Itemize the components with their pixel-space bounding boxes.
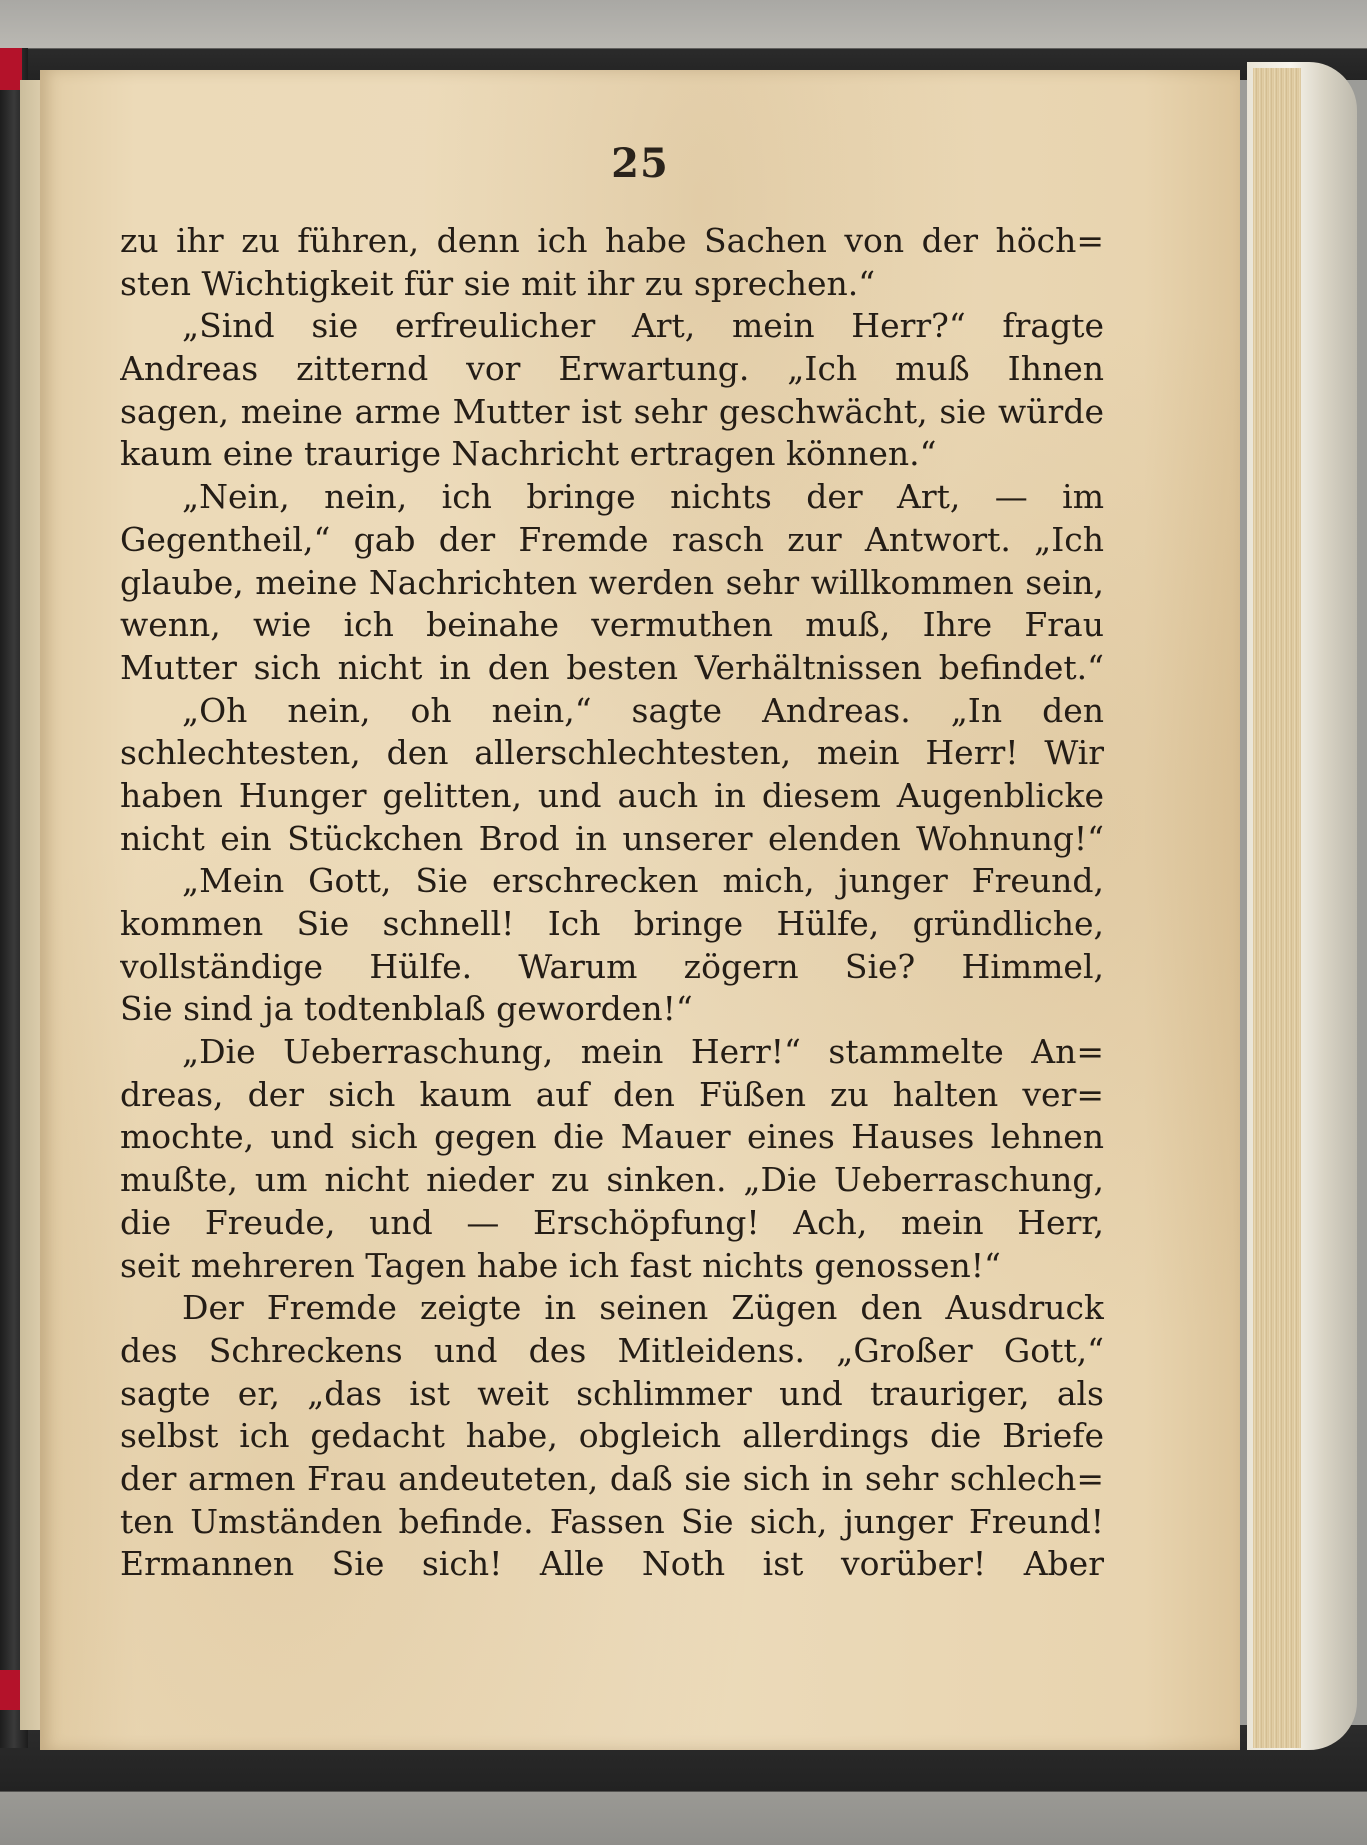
text-line: mußte, um nicht nieder zu sinken. „Die Ueberraschung, [120,1160,1104,1200]
text-line: des Schreckens und des Mitleidens. „Großer Gott,“ [120,1330,1104,1370]
text-line: Gegentheil,“ gab der Fremde rasch zur Antwort. „Ich [120,519,1104,559]
text-line: kommen Sie schnell! Ich bringe Hülfe, gründliche, [120,904,1104,943]
text-line: die Freude, und — Erschöpfung! Ach, mein Herr, [120,1202,1104,1242]
text-line: schlechtesten, den allerschlechtesten, mein Herr! Wir [120,733,1104,773]
text-line: „Die Ueberraschung, mein Herr!“ stammelte An= [182,1032,1104,1072]
page-stack [1253,68,1301,1748]
spine-ribbon-bottom [0,1670,22,1710]
text-line: mochte, und sich gegen die Mauer eines Hauses lehnen [120,1117,1104,1157]
text-line: Ermannen Sie sich! Alle Noth ist vorüber! Aber [120,1544,1104,1584]
text-line: wenn, wie ich beinahe vermuthen muß, Ihre Frau [120,605,1104,645]
text-line: Sie sind ja todtenblaß geworden!“ [120,989,693,1029]
book-cover-top [0,0,1367,80]
text-line: der armen Frau andeuteten, daß sie sich in sehr schlech= [120,1458,1104,1498]
page-text [120,220,1104,1586]
text-line: selbst ich gedacht habe, obgleich allerdings die Briefe [120,1416,1104,1456]
text-line: seit mehreren Tagen habe ich fast nichts genossen!“ [120,1245,1001,1285]
text-line: glaube, meine Nachrichten werden sehr willkommen sein, [120,562,1104,602]
text-line: zu ihr zu führen, denn ich habe Sachen von der höch= [120,221,1104,260]
text-line: nicht ein Stückchen Brod in unserer elenden Wohnung!“ [120,818,1104,858]
text-line: haben Hunger gelitten, und auch in diesem Augenblicke [120,775,1104,815]
text-line: kaum eine traurige Nachricht ertragen können.“ [120,434,937,474]
text-line: dreas, der sich kaum auf den Füßen zu halten ver= [120,1074,1104,1114]
text-line: „Oh nein, oh nein,“ sagte Andreas. „In den [182,690,1104,730]
text-line: sagen, meine arme Mutter ist sehr geschwächt, sie würde [120,391,1104,431]
text-line: sagte er, „das ist weit schlimmer und trauriger, als [120,1373,1104,1413]
text-line: „Nein, nein, ich bringe nichts der Art, — im [182,477,1104,517]
text-line: Der Fremde zeigte in seinen Zügen den Ausdruck [182,1288,1104,1328]
text-line: „Mein Gott, Sie erschrecken mich, junger Freund, [182,861,1104,901]
spine-ribbon-top [0,48,22,90]
text-line: sten Wichtigkeit für sie mit ihr zu sprechen.“ [120,263,876,303]
text-line: ten Umständen befinde. Fassen Sie sich, junger Freund! [120,1501,1104,1541]
text-line: Mutter sich nicht in den besten Verhältnissen befindet.“ [120,647,1104,687]
text-line: „Sind sie erfreulicher Art, mein Herr?“ fragte [182,306,1104,346]
book-page [40,70,1240,1750]
text-line: Andreas zitternd vor Erwartung. „Ich muß Ihnen [120,349,1104,389]
text-line: vollständige Hülfe. Warum zögern Sie? Himmel, [120,946,1104,986]
page-number: 25 [611,140,669,187]
